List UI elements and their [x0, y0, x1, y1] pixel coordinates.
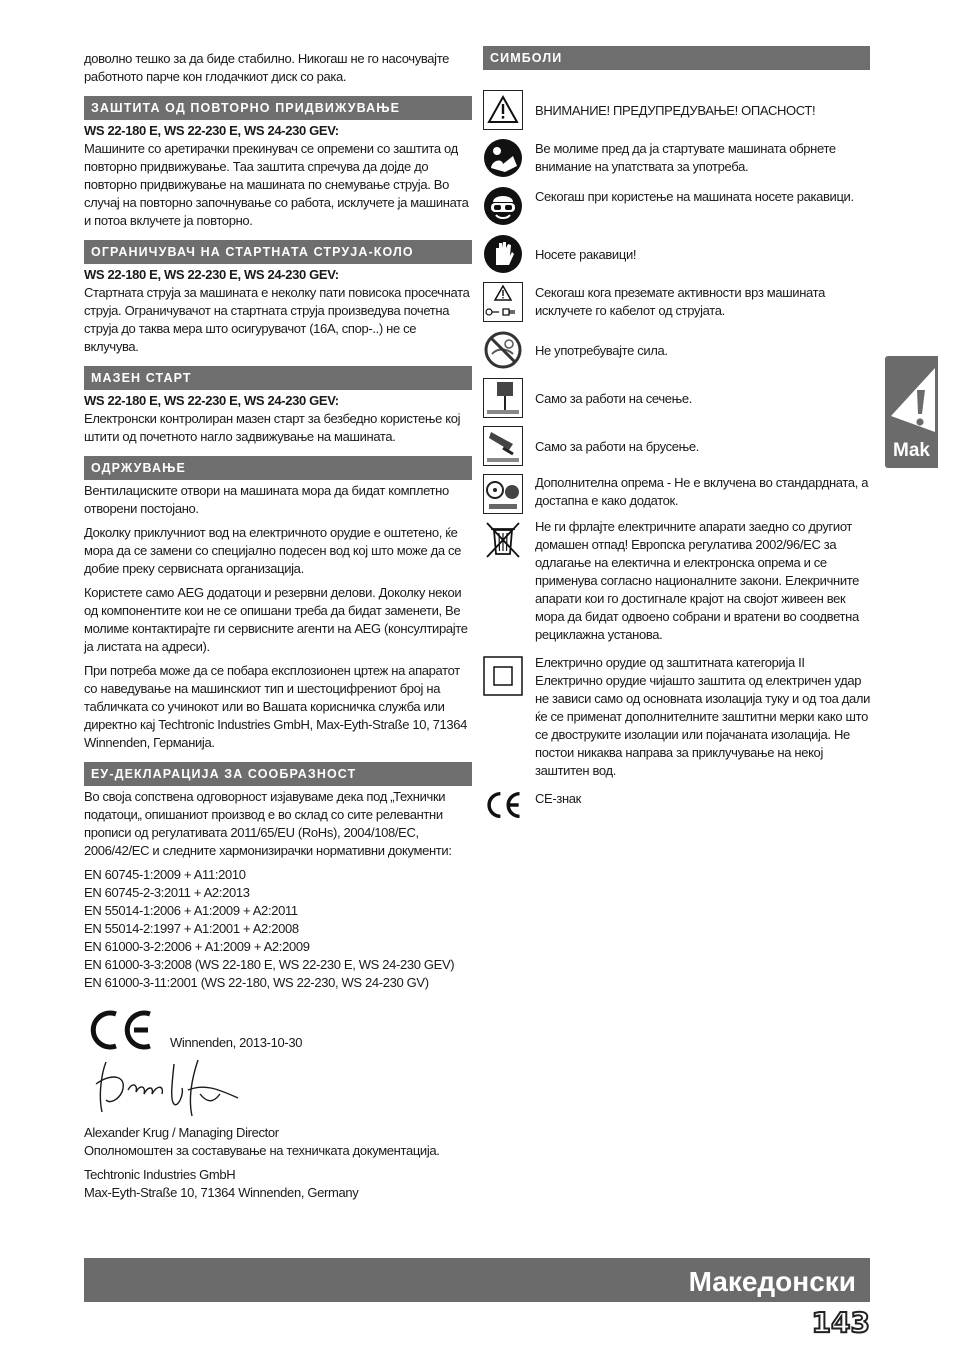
section-header-symbols: СИМБОЛИ [483, 46, 870, 70]
read-manual-icon [483, 138, 523, 178]
intro-text: доволно тешко за да биде стабилно. Никогаш не го насочувајте работното парче кон глодачкиот диск со рака. [84, 51, 450, 84]
maintenance-paragraph: При потреба може да се побара експлозионен цртеж на апаратот со наведување на машинскиот тип и шестоцифрениот број на табличката со учинокот или во Вашата корисничка служба или директно кај Techtronic Industries GmbH, Max-Eyth-Straße 10, 71364 Winnenden, Германија. [84, 663, 468, 750]
standard-item: EN 61000-3-11:2001 (WS 22-180, WS 22-230, WS 24-230 GV) [84, 975, 429, 990]
symbol-row [483, 788, 870, 824]
maintenance-paragraph: Вентилациските отвори на машината мора да бидат комплетно отворени постојано. [84, 483, 449, 516]
symbol-text: Не ги фрлајте електричните апарати заедно со другиот домашен отпад! Европска регулатива 2002/96/EC за одлагање на електична и електронска опрема и се применува согласно националните закони. Елекричните апарати кои го достигнале крајот на својот живеен век мора да бидат одвоено собрани и вратени во соодветна рециклажна установа. [535, 519, 860, 642]
warning-triangle-icon [483, 90, 523, 130]
standard-item: EN 55014-2:1997 + A1:2001 + A2:2008 [84, 921, 299, 936]
company-name: Techtronic Industries GmbH [84, 1167, 236, 1182]
section-text: Електронски контролиран мазен старт за безбедно користење кој штити од почетното нагло задвижување на машината. [84, 411, 461, 444]
section-header: ЗАШТИТА ОД ПОВТОРНО ПРИДВИЖУВАЊЕ [84, 96, 472, 120]
ce-mark-icon [483, 788, 523, 822]
symbol-row [483, 330, 870, 370]
symbol-text: CE-знак [535, 791, 581, 806]
place-date: Winnenden, 2013-10-30 [170, 1035, 303, 1050]
symbol-text: Секогаш при користење на машината носете ракавици. [535, 189, 854, 204]
symbol-row [483, 654, 870, 780]
standard-item: EN 61000-3-2:2006 + A1:2009 + A2:2009 [84, 939, 310, 954]
section-header: МАЗЕН СТАРТ [84, 366, 472, 390]
page-number: 143 [811, 1306, 870, 1339]
company-address: Max-Eyth-Straße 10, 71364 Winnenden, Germany [84, 1185, 359, 1200]
symbol-row [483, 378, 870, 418]
left-column [84, 50, 472, 1202]
standard-item: EN 55014-1:2006 + A1:2009 + A2:2011 [84, 903, 298, 918]
symbol-row [483, 138, 870, 178]
symbols-column [483, 50, 870, 824]
safety-goggles-icon [483, 186, 523, 226]
section-header-declaration: ЕУ-ДЕКЛАРАЦИЈА ЗА СООБРАЗНОСТ [84, 762, 472, 786]
section-header: ОГРАНИЧУВАЧ НА СТАРТНАТА СТРУЈА-КОЛО [84, 240, 472, 264]
symbol-text: ВНИМАНИЕ! ПРЕДУПРЕДУВАЊЕ! ОПАСНОСТ! [535, 103, 816, 118]
symbol-text: Само за работи на сечење. [535, 391, 693, 406]
symbol-row [483, 426, 870, 466]
signature-area [84, 1004, 472, 1124]
symbol-text: Секогаш кога преземате активности врз машината исклучете го кабелот од струјата. [535, 285, 825, 318]
symbol-row [483, 474, 870, 514]
language-badge [885, 356, 938, 468]
unplug-icon [483, 282, 523, 322]
model-list: WS 22-180 E, WS 22-230 E, WS 24-230 GEV: [84, 123, 339, 138]
section-header-maintenance: ОДРЖУВАЊЕ [84, 456, 472, 480]
gloves-icon [483, 234, 523, 274]
standard-item: EN 60745-2-3:2011 + A2:2013 [84, 885, 250, 900]
badge-label: Mak [893, 440, 930, 461]
maintenance-paragraph: Доколку приклучниот вод на електричното орудие е оштетено, ќе мора да се замени со специјално подесен вод кој што може да се добие преку сервисната организација. [84, 525, 461, 576]
ce-mark-icon [86, 1008, 156, 1052]
standard-item: EN 61000-3-3:2008 (WS 22-180 E, WS 22-230 E, WS 24-230 GEV) [84, 957, 455, 972]
symbol-text: Дополнителна опрема - Не е вклучена во стандардната, а достапна е како додаток. [535, 475, 869, 508]
signature-image [88, 1054, 258, 1124]
symbol-row [483, 90, 870, 130]
standards-list [84, 866, 472, 992]
section-text: Стартната струја за машината е неколку пати повисока просечната струја. Ограничувачот на стартната струја произведува почетна струја до таква мера што осигурувачот (16A, спор-..) не се вклучува. [84, 285, 470, 354]
symbol-row [483, 518, 870, 644]
grinding-icon [483, 426, 523, 466]
cutting-icon [483, 378, 523, 418]
declaration-text: Во своја сопствена одговорност изјавуваме дека под „Технички податоци„ опишаниот производ е во склад со сите релевантни прописи од регулативата 2011/65/EU (RoHs), 2004/108/EC, 2006/42/EC и следните хармонизирачки нормативни документи: [84, 789, 452, 858]
crossed-bin-icon [483, 520, 523, 560]
model-list: WS 22-180 E, WS 22-230 E, WS 24-230 GEV: [84, 267, 339, 282]
protection-class-2-icon [483, 656, 523, 696]
symbol-text: Електрично орудие од заштитната категорија II Електрично орудие чијашто заштита од електричен удар не зависи само од основната изолација туку и од тоа дали ќе се применат дополнителните заштитни мерки како што се двоструките изолации или појачаната изолација. Не постои никаква направа за приклучување на некој заштитен вод. [535, 655, 870, 778]
accessories-icon [483, 474, 523, 514]
standard-item: EN 60745-1:2009 + A11:2010 [84, 867, 246, 882]
footer-language-bar: Македонски [84, 1258, 870, 1302]
symbol-row [483, 234, 870, 274]
symbol-text: Не употребувајте сила. [535, 343, 668, 358]
symbol-text: Само за работи на брусење. [535, 439, 699, 454]
no-force-icon [483, 330, 523, 370]
signer-name: Alexander Krug / Managing Director [84, 1125, 279, 1140]
warning-triangle-icon [887, 364, 937, 436]
symbol-text: Ве молиме пред да ја стартувате машината обрнете внимание на упатствата за употреба. [535, 141, 836, 174]
symbol-text: Носете ракавици! [535, 247, 637, 262]
section-text: Машините со аретирачки прекинувач се опремени со заштита од повторно придвижување. Таа заштита спречува да дојде до повторно придвижување на машината по снемување струја. Во случај на повторно започнување со работа, исклучете ја машината и потоа вклучете ја повторно. [84, 141, 469, 228]
symbol-row [483, 282, 870, 322]
maintenance-paragraph: Користете само AEG додатоци и резервни делови. Доколку некои од компонентите кои не се опишани треба да бидат заменети, Ве молиме контактирајте ги сервисните агенти на AEG (консултирајте ја листата на адреси). [84, 585, 468, 654]
symbol-row [483, 186, 870, 226]
model-list: WS 22-180 E, WS 22-230 E, WS 24-230 GEV: [84, 393, 339, 408]
authorized-text: Ополномоштен за составување на техничката документација. [84, 1143, 440, 1158]
